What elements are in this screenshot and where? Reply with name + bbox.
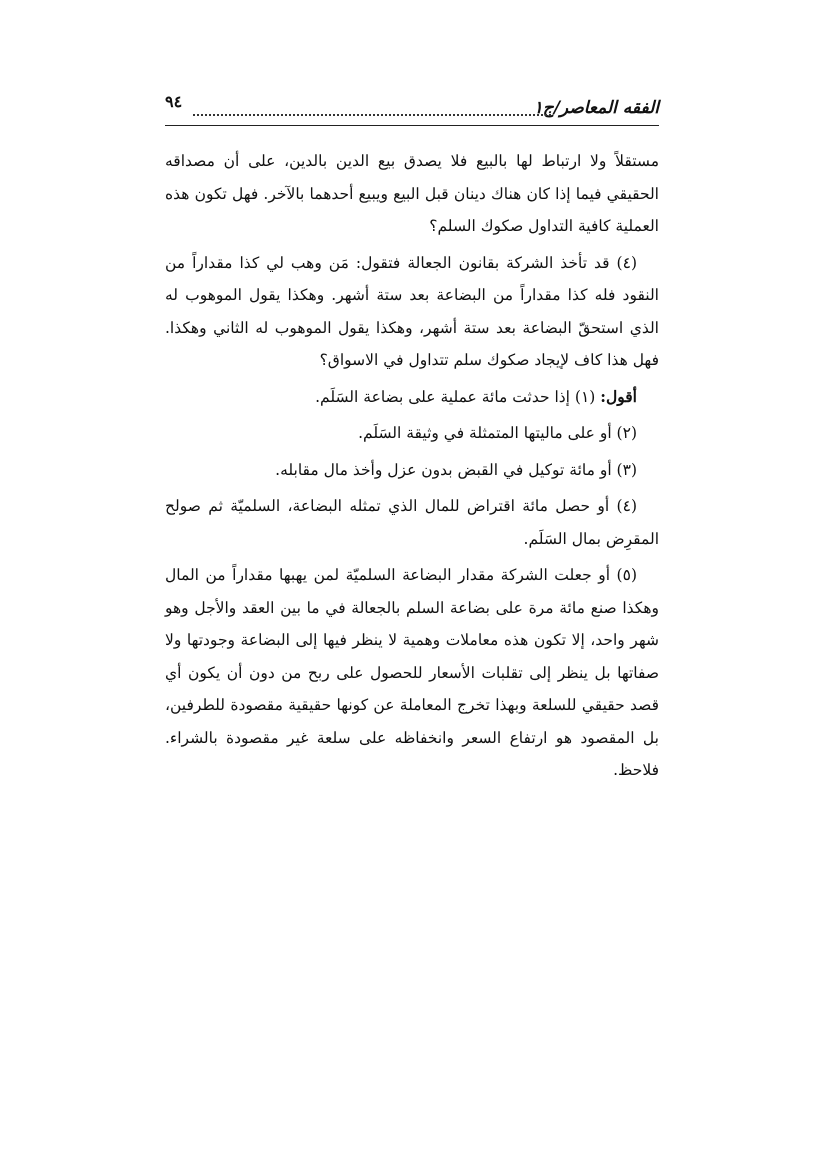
- paragraph-answer-1: [165, 381, 659, 414]
- paragraph-continuation: مستقلاً ولا ارتباط لها بالبيع فلا يصدق بيع الدين بالدين، على أن مصداقه الحقيقي فيما إذا كان هناك دينان قبل البيع ويبيع أحدهما بالآخر. فهل تكون هذه العملية كافية التداول صكوك السلم؟: [165, 152, 659, 235]
- answer-label: أقول:: [600, 386, 637, 406]
- running-title: الفقه المعاصر/ج١: [533, 98, 659, 118]
- page-body: [165, 145, 659, 791]
- header-dot-leader: [193, 114, 551, 116]
- paragraph-answer-3: (٣) أو مائة توكيل في القبض بدون عزل وأخذ مال مقابله.: [275, 460, 637, 479]
- paragraph-answer-2: (٢) أو على ماليتها المتمثلة في وثيقة السَلَم.: [358, 424, 637, 442]
- answer-1-text: (١) إذا حدثت مائة عملية على بضاعة السَلَم.: [315, 387, 601, 406]
- running-header: [165, 92, 659, 126]
- paragraph-answer-5: (٥) أو جعلت الشركة مقدار البضاعة السلميّة لمن يهبها مقداراً من المال وهكذا صنع مائة مرة على بضاعة السلم بالجعالة في ما بين العقد والأجل وهو شهر واحد، إلا تكون هذه معاملات وهمية لا ينظر فيها إلى البضاعة وجودتها ولا صفاتها بل ينظر إلى تقلبات الأسعار للحصول على ربح من دون أن يكون أي قصد حقيقي للسلعة وبهذا تخرج المعاملة عن كونها حقيقية مقصودة للطرفين، بل المقصود هو ارتفاع السعر وانخفاظه على سلعة غير مقصودة بالشراء. فلاحظ.: [165, 566, 659, 779]
- paragraph-ju'ala-question: (٤) قد تأخذ الشركة بقانون الجعالة فتقول: مَن وهب لي كذا مقداراً من النقود فله كذا مقداراً من البضاعة بعد ستة أشهر. وهكذا يقول الموهوب له الذي استحقّ البضاعة بعد ستة أشهر، وهكذا يقول الموهوب له الثاني وهكذا. فهل هذا كاف لإيجاد صكوك سلم تتداول في الاسواق؟: [165, 253, 659, 369]
- page-number: ٩٤: [165, 92, 183, 111]
- paragraph-answer-4: (٤) أو حصل مائة اقتراض للمال الذي تمثله البضاعة، السلميّة ثم صولح المقرِض بمال السَلَم.: [165, 497, 659, 548]
- header-rule: [165, 125, 659, 126]
